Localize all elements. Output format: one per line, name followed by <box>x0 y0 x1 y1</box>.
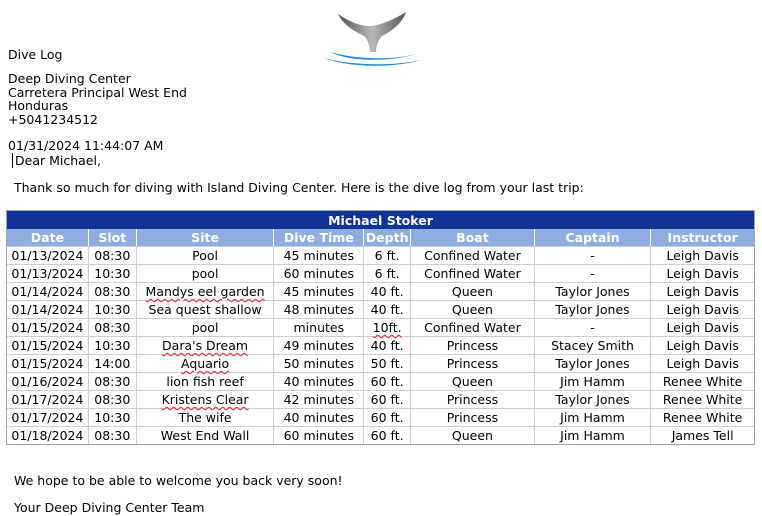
cell-captain: Jim Hamm <box>535 426 652 444</box>
cell-dive-time: 50 minutes <box>274 354 364 372</box>
cell-captain: Taylor Jones <box>535 300 652 318</box>
site-text: Dara's Dream <box>162 338 249 353</box>
cell-slot: 10:30 <box>89 300 137 318</box>
cell-instructor: Leigh Davis <box>651 264 754 282</box>
cell-date: 01/15/2024 <box>7 318 89 336</box>
cell-site <box>137 282 275 300</box>
dive-log-table <box>6 210 755 445</box>
cell-date: 01/14/2024 <box>7 282 89 300</box>
center-phone: +5041234512 <box>8 111 99 127</box>
cell-slot: 10:30 <box>89 336 137 354</box>
column-header-site: Site <box>137 229 275 246</box>
cell-boat: Princess <box>411 336 535 354</box>
cell-instructor: Leigh Davis <box>651 282 754 300</box>
cell-depth: 50 ft. <box>364 354 411 372</box>
whale-tail-icon <box>320 8 424 72</box>
cell-boat: Queen <box>411 426 535 444</box>
cell-boat: Confined Water <box>411 246 535 264</box>
cell-date: 01/14/2024 <box>7 300 89 318</box>
cell-captain: - <box>535 246 652 264</box>
cell-site <box>137 336 275 354</box>
diver-name-header: Michael Stoker <box>7 211 754 229</box>
table-row <box>7 246 754 264</box>
cell-depth: 6 ft. <box>364 246 411 264</box>
cell-site <box>137 390 275 408</box>
cell-date: 01/13/2024 <box>7 264 89 282</box>
cell-captain: - <box>535 318 652 336</box>
closing-text: We hope to be able to welcome you back very soon! <box>14 473 343 488</box>
cell-slot: 14:00 <box>89 354 137 372</box>
cell-dive-time: 49 minutes <box>274 336 364 354</box>
cell-captain: Taylor Jones <box>535 282 652 300</box>
table-row <box>7 408 754 426</box>
cell-site: lion fish reef <box>137 372 275 390</box>
column-header-row <box>7 229 754 246</box>
table-row <box>7 390 754 408</box>
table-row <box>7 336 754 354</box>
center-country: Honduras <box>8 98 69 113</box>
cell-slot: 08:30 <box>89 390 137 408</box>
cell-boat: Confined Water <box>411 264 535 282</box>
cell-site: West End Wall <box>137 426 275 444</box>
cell-slot: 08:30 <box>89 246 137 264</box>
cell-depth: 60 ft. <box>364 372 411 390</box>
cell-instructor: Renee White <box>651 372 754 390</box>
depth-text: 10ft. <box>372 320 402 335</box>
cell-instructor: James Tell <box>651 426 754 444</box>
cell-captain: Taylor Jones <box>535 390 652 408</box>
site-text: Kristens Clear <box>161 392 249 407</box>
cell-dive-time: 48 minutes <box>274 300 364 318</box>
cell-depth: 60 ft. <box>364 408 411 426</box>
cell-date: 01/16/2024 <box>7 372 89 390</box>
cell-depth: 60 ft. <box>364 390 411 408</box>
cell-date: 01/15/2024 <box>7 336 89 354</box>
cell-slot: 10:30 <box>89 408 137 426</box>
cell-captain: Taylor Jones <box>535 354 652 372</box>
cell-instructor: Renee White <box>651 408 754 426</box>
center-address <box>8 72 187 126</box>
column-header-captain: Captain <box>535 229 652 246</box>
cell-site <box>137 354 275 372</box>
cell-boat: Queen <box>411 300 535 318</box>
cell-boat: Confined Water <box>411 318 535 336</box>
cell-slot: 10:30 <box>89 264 137 282</box>
cell-instructor: Leigh Davis <box>651 300 754 318</box>
table-row <box>7 426 754 444</box>
site-text: Mandys eel garden <box>145 284 265 299</box>
cell-dive-time: 60 minutes <box>274 264 364 282</box>
cell-dive-time: 40 minutes <box>274 408 364 426</box>
cell-depth: 40 ft. <box>364 282 411 300</box>
site-text: Aquario <box>181 356 230 371</box>
cell-site: Sea quest shallow <box>137 300 275 318</box>
table-row <box>7 300 754 318</box>
cell-slot: 08:30 <box>89 318 137 336</box>
cell-dive-time: 40 minutes <box>274 372 364 390</box>
cell-date: 01/13/2024 <box>7 246 89 264</box>
cell-dive-time: minutes <box>274 318 364 336</box>
column-header-boat: Boat <box>411 229 535 246</box>
cell-boat: Princess <box>411 408 535 426</box>
table-row <box>7 282 754 300</box>
cell-depth <box>364 318 411 336</box>
cell-boat: Princess <box>411 390 535 408</box>
cell-dive-time: 45 minutes <box>274 282 364 300</box>
cell-boat: Queen <box>411 372 535 390</box>
cell-slot: 08:30 <box>89 282 137 300</box>
cell-dive-time: 45 minutes <box>274 246 364 264</box>
cell-date: 01/17/2024 <box>7 390 89 408</box>
table-row <box>7 318 754 336</box>
cell-instructor: Leigh Davis <box>651 318 754 336</box>
cell-site: pool <box>137 264 275 282</box>
cell-depth: 40 ft. <box>364 300 411 318</box>
table-row <box>7 264 754 282</box>
cell-slot: 08:30 <box>89 426 137 444</box>
cell-date: 01/15/2024 <box>7 354 89 372</box>
cell-instructor: Renee White <box>651 390 754 408</box>
cell-captain: - <box>535 264 652 282</box>
cell-depth: 40 ft. <box>364 336 411 354</box>
cell-instructor: Leigh Davis <box>651 246 754 264</box>
cell-depth: 60 ft. <box>364 426 411 444</box>
column-header-slot: Slot <box>89 229 137 246</box>
center-street: Carretera Principal West End <box>8 84 187 100</box>
center-name: Deep Diving Center <box>8 71 131 86</box>
cell-captain: Jim Hamm <box>535 372 652 390</box>
cell-captain: Stacey Smith <box>535 336 652 354</box>
cell-dive-time: 60 minutes <box>274 426 364 444</box>
cell-boat: Queen <box>411 282 535 300</box>
cell-instructor: Leigh Davis <box>651 354 754 372</box>
cell-site: Pool <box>137 246 275 264</box>
signoff-text: Your Deep Diving Center Team <box>14 500 205 515</box>
greeting[interactable]: Dear Michael, <box>12 153 101 168</box>
table-row <box>7 372 754 390</box>
cell-date: 01/17/2024 <box>7 408 89 426</box>
cell-captain: Jim Hamm <box>535 408 652 426</box>
cell-site: pool <box>137 318 275 336</box>
table-row <box>7 354 754 372</box>
column-header-depth: Depth <box>364 229 411 246</box>
page-title: Dive Log <box>8 47 63 62</box>
cell-site: The wife <box>137 408 275 426</box>
column-header-date: Date <box>7 229 89 246</box>
timestamp: 01/31/2024 11:44:07 AM <box>8 138 164 153</box>
intro-text: Thank so much for diving with Island Diving Center. Here is the dive log from your last trip: <box>14 180 584 195</box>
cell-instructor: Leigh Davis <box>651 336 754 354</box>
cell-dive-time: 42 minutes <box>274 390 364 408</box>
cell-depth: 6 ft. <box>364 264 411 282</box>
column-header-dive-time: Dive Time <box>274 229 364 246</box>
cell-slot: 08:30 <box>89 372 137 390</box>
cell-date: 01/18/2024 <box>7 426 89 444</box>
cell-boat: Princess <box>411 354 535 372</box>
column-header-instructor: Instructor <box>651 229 754 246</box>
